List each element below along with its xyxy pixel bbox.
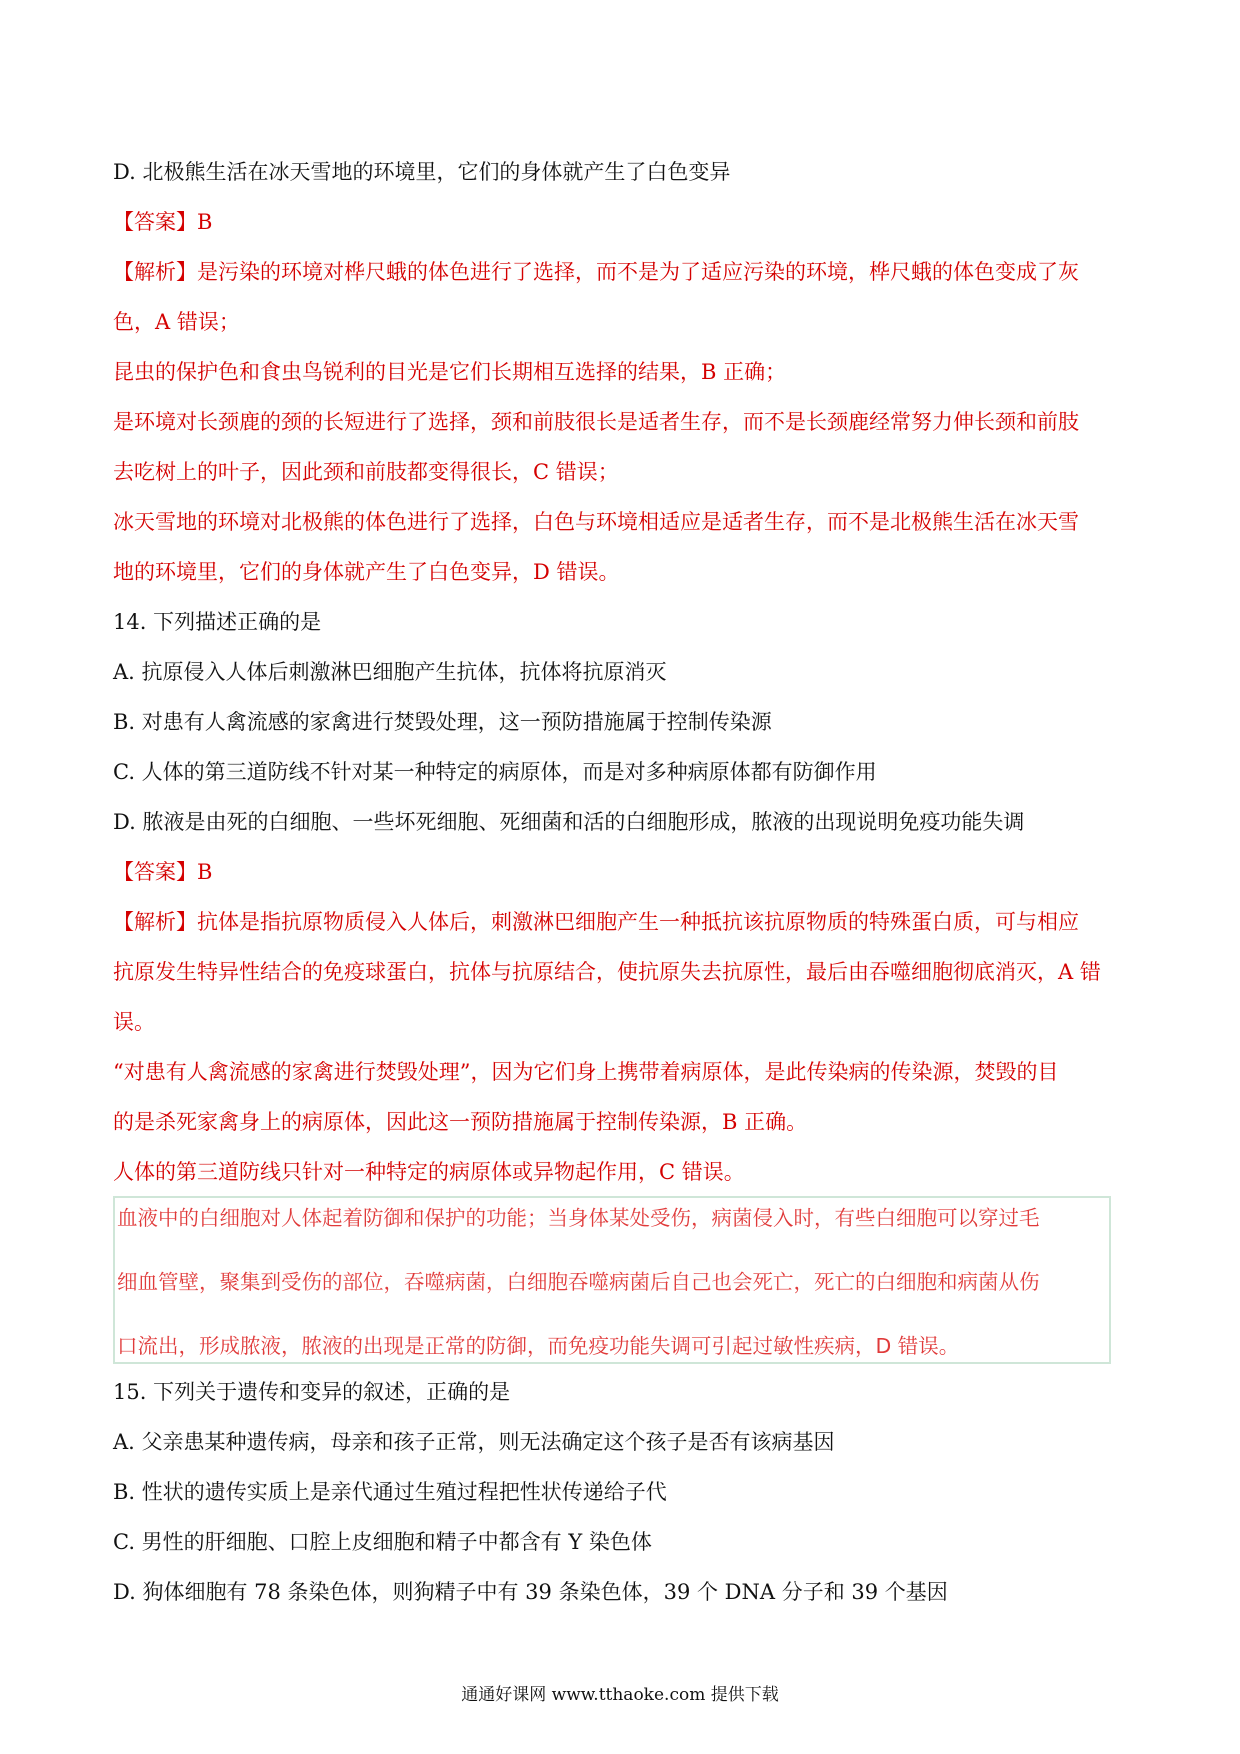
q14-boxed-analysis bbox=[113, 1196, 1111, 1364]
q14-analysis-line-2: 抗原发生特异性结合的免疫球蛋白，抗体与抗原结合，使抗原失去抗原性，最后由吞噬细胞彻底消灭，A 错 bbox=[113, 960, 1101, 984]
q13-analysis-line-4: 是环境对长颈鹿的颈的长短进行了选择，颈和前肢很长是适者生存，而不是长颈鹿经常努力伸长颈和前肢 bbox=[113, 410, 1079, 434]
q14-analysis-line-4: “对患有人禽流感的家禽进行焚毁处理”，因为它们身上携带着病原体，是此传染病的传染源，焚毁的目 bbox=[113, 1060, 1059, 1084]
q14-option-a: A. 抗原侵入人体后刺激淋巴细胞产生抗体，抗体将抗原消灭 bbox=[113, 660, 667, 684]
q15-option-d: D. 狗体细胞有 78 条染色体，则狗精子中有 39 条染色体，39 个 DNA 分子和 39 个基因 bbox=[113, 1580, 948, 1604]
q14-option-c: C. 人体的第三道防线不针对某一种特定的病原体，而是对多种病原体都有防御作用 bbox=[113, 760, 877, 784]
q15-option-a: A. 父亲患某种遗传病，母亲和孩子正常，则无法确定这个孩子是否有该病基因 bbox=[113, 1430, 835, 1454]
q14-option-b: B. 对患有人禽流感的家禽进行焚毁处理，这一预防措施属于控制传染源 bbox=[113, 710, 772, 734]
q14-option-d: D. 脓液是由死的白细胞、一些坏死细胞、死细菌和活的白细胞形成，脓液的出现说明免疫功能失调 bbox=[113, 810, 1025, 834]
q14-analysis-line-3: 误。 bbox=[113, 1010, 155, 1034]
q15-option-c: C. 男性的肝细胞、口腔上皮细胞和精子中都含有 Y 染色体 bbox=[113, 1530, 652, 1554]
q13-analysis-line-1: 【解析】是污染的环境对桦尺蛾的体色进行了选择，而不是为了适应污染的环境，桦尺蛾的体色变成了灰 bbox=[113, 260, 1079, 284]
q13-analysis-line-5: 去吃树上的叶子，因此颈和前肢都变得很长，C 错误； bbox=[113, 460, 619, 484]
q13-analysis-line-2: 色，A 错误； bbox=[113, 310, 240, 334]
q14-stem: 14. 下列描述正确的是 bbox=[113, 610, 322, 634]
q15-stem: 15. 下列关于遗传和变异的叙述，正确的是 bbox=[113, 1380, 511, 1404]
q13-analysis-line-3: 昆虫的保护色和食虫鸟锐利的目光是它们长期相互选择的结果，B 正确； bbox=[113, 360, 787, 384]
q13-analysis-line-6: 冰天雪地的环境对北极熊的体色进行了选择，白色与环境相适应是适者生存，而不是北极熊生活在冰天雪 bbox=[113, 510, 1079, 534]
q14-answer: 【答案】B bbox=[113, 860, 213, 884]
q14-boxed-line-2: 细血管壁，聚集到受伤的部位，吞噬病菌，白细胞吞噬病菌后自己也会死亡，死亡的白细胞和病菌从伤 bbox=[117, 1270, 1040, 1294]
q13-analysis-line-7: 地的环境里，它们的身体就产生了白色变异，D 错误。 bbox=[113, 560, 620, 584]
page-footer: 通通好课网 www.tthaoke.com 提供下载 bbox=[461, 1685, 779, 1705]
q14-analysis-line-5: 的是杀死家禽身上的病原体，因此这一预防措施属于控制传染源，B 正确。 bbox=[113, 1110, 808, 1134]
q13-option-d: D. 北极熊生活在冰天雪地的环境里，它们的身体就产生了白色变异 bbox=[113, 160, 731, 184]
q14-analysis-line-1: 【解析】抗体是指抗原物质侵入人体后，刺激淋巴细胞产生一种抵抗该抗原物质的特殊蛋白质，可与相应 bbox=[113, 910, 1079, 934]
q14-boxed-line-3: 口流出，形成脓液，脓液的出现是正常的防御，而免疫功能失调可引起过敏性疾病，D 错误。 bbox=[117, 1334, 960, 1358]
q15-option-b: B. 性状的遗传实质上是亲代通过生殖过程把性状传递给子代 bbox=[113, 1480, 667, 1504]
q14-boxed-line-1: 血液中的白细胞对人体起着防御和保护的功能；当身体某处受伤，病菌侵入时，有些白细胞可以穿过毛 bbox=[117, 1206, 1040, 1230]
q14-analysis-line-6: 人体的第三道防线只针对一种特定的病原体或异物起作用，C 错误。 bbox=[113, 1160, 745, 1184]
q13-answer: 【答案】B bbox=[113, 210, 213, 234]
